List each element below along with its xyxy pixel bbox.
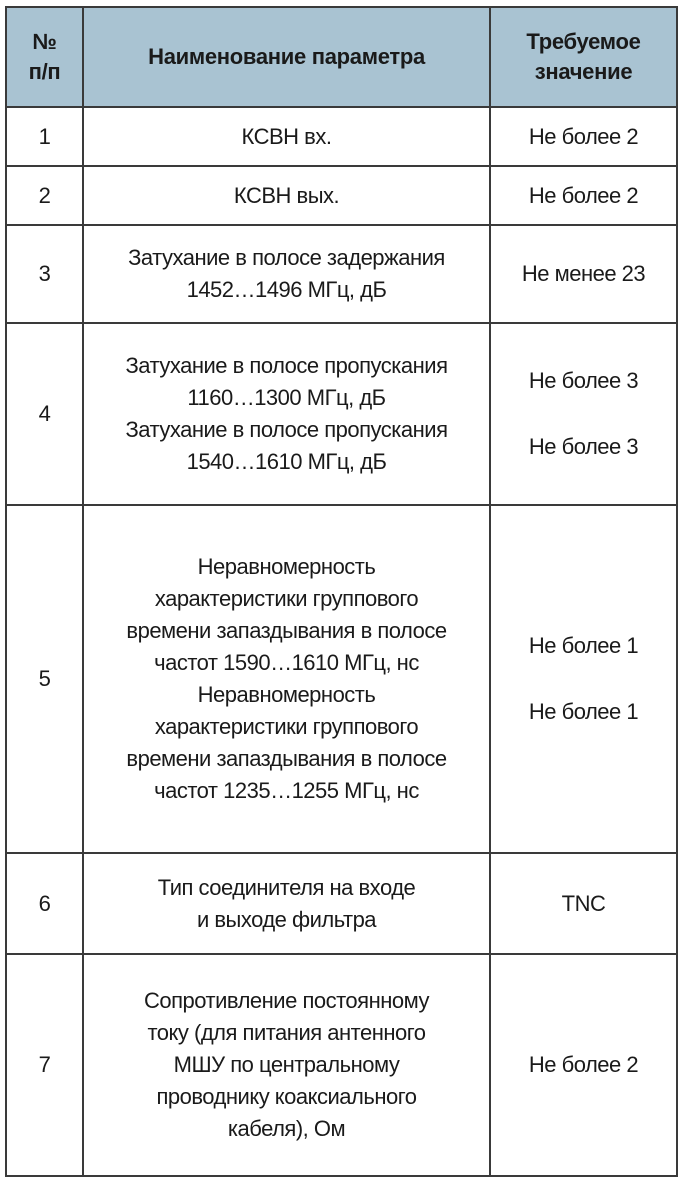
name-line: КСВН вх.: [241, 123, 332, 149]
header-value-line: значение: [534, 59, 633, 84]
row-parameter-name: [83, 954, 490, 1176]
value-spacer: [497, 662, 670, 696]
table-row: [6, 225, 677, 323]
row-number: 2: [6, 166, 83, 225]
row-number: 4: [6, 323, 83, 505]
value-line: TNC: [561, 890, 606, 916]
name-line: Затухание в полосе пропускания: [125, 353, 448, 378]
name-line: характеристики группового: [154, 586, 419, 611]
row-parameter-name: [83, 505, 490, 853]
value-line: Не более 3: [528, 368, 639, 393]
row-required-value: [490, 853, 677, 954]
row-number: 3: [6, 225, 83, 323]
name-line: Затухание в полосе пропускания: [125, 417, 448, 442]
header-number-line: №: [32, 29, 57, 54]
name-line: МШУ по центральному: [173, 1052, 400, 1077]
value-line: Не более 3: [528, 434, 639, 459]
row-required-value: [490, 107, 677, 166]
value-line: Не менее 23: [521, 261, 646, 286]
header-number-line: п/п: [28, 59, 61, 84]
name-line: 1160…1300 МГц, дБ: [187, 385, 386, 410]
name-line: и выходе фильтра: [196, 906, 377, 932]
name-line: проводнику коаксиального: [156, 1084, 417, 1109]
name-line: времени запаздывания в полосе: [126, 746, 447, 771]
table-row: [6, 954, 677, 1176]
row-parameter-name: [83, 853, 490, 954]
header-value-line: Требуемое: [526, 29, 641, 54]
name-line: частот 1590…1610 МГц, нс: [154, 650, 419, 675]
name-line: Тип соединителя на входе: [157, 874, 416, 900]
row-parameter-name: [83, 225, 490, 323]
name-line: 1540…1610 МГц, дБ: [186, 449, 387, 474]
header-required-value: [490, 7, 677, 107]
value-line: Не более 2: [528, 123, 639, 149]
table-header-row: [6, 7, 677, 107]
name-line: Затухание в полосе задержания: [128, 245, 445, 270]
name-line: 1452…1496 МГц, дБ: [186, 277, 387, 302]
row-number: 7: [6, 954, 83, 1176]
value-line: Не более 1: [528, 633, 639, 658]
table-row: [6, 853, 677, 954]
header-parameter-name: Наименование параметра: [83, 7, 490, 107]
table-row: [6, 166, 677, 225]
name-line: КСВН вых.: [233, 182, 340, 208]
row-required-value: [490, 505, 677, 853]
header-number: [6, 7, 83, 107]
value-line: Не более 1: [528, 699, 639, 724]
row-required-value: [490, 166, 677, 225]
table-row: [6, 323, 677, 505]
name-line: времени запаздывания в полосе: [126, 618, 447, 643]
row-number: 1: [6, 107, 83, 166]
value-line: Не более 2: [528, 1052, 639, 1077]
value-line: Не более 2: [528, 182, 639, 208]
row-parameter-name: [83, 323, 490, 505]
table-row: [6, 107, 677, 166]
row-number: 5: [6, 505, 83, 853]
row-required-value: [490, 323, 677, 505]
value-spacer: [497, 397, 670, 431]
name-line: току (для питания антенного: [147, 1020, 426, 1045]
row-number: 6: [6, 853, 83, 954]
row-parameter-name: [83, 107, 490, 166]
row-parameter-name: [83, 166, 490, 225]
name-line: кабеля), Ом: [227, 1116, 346, 1141]
name-line: Сопротивление постоянному: [144, 988, 429, 1013]
name-line: Неравномерность: [197, 554, 376, 579]
row-required-value: [490, 225, 677, 323]
name-line: частот 1235…1255 МГц, нс: [154, 778, 419, 803]
parameters-table: [5, 6, 678, 1177]
table-row: [6, 505, 677, 853]
name-line: Неравномерность: [197, 682, 376, 707]
name-line: характеристики группового: [154, 714, 419, 739]
row-required-value: [490, 954, 677, 1176]
